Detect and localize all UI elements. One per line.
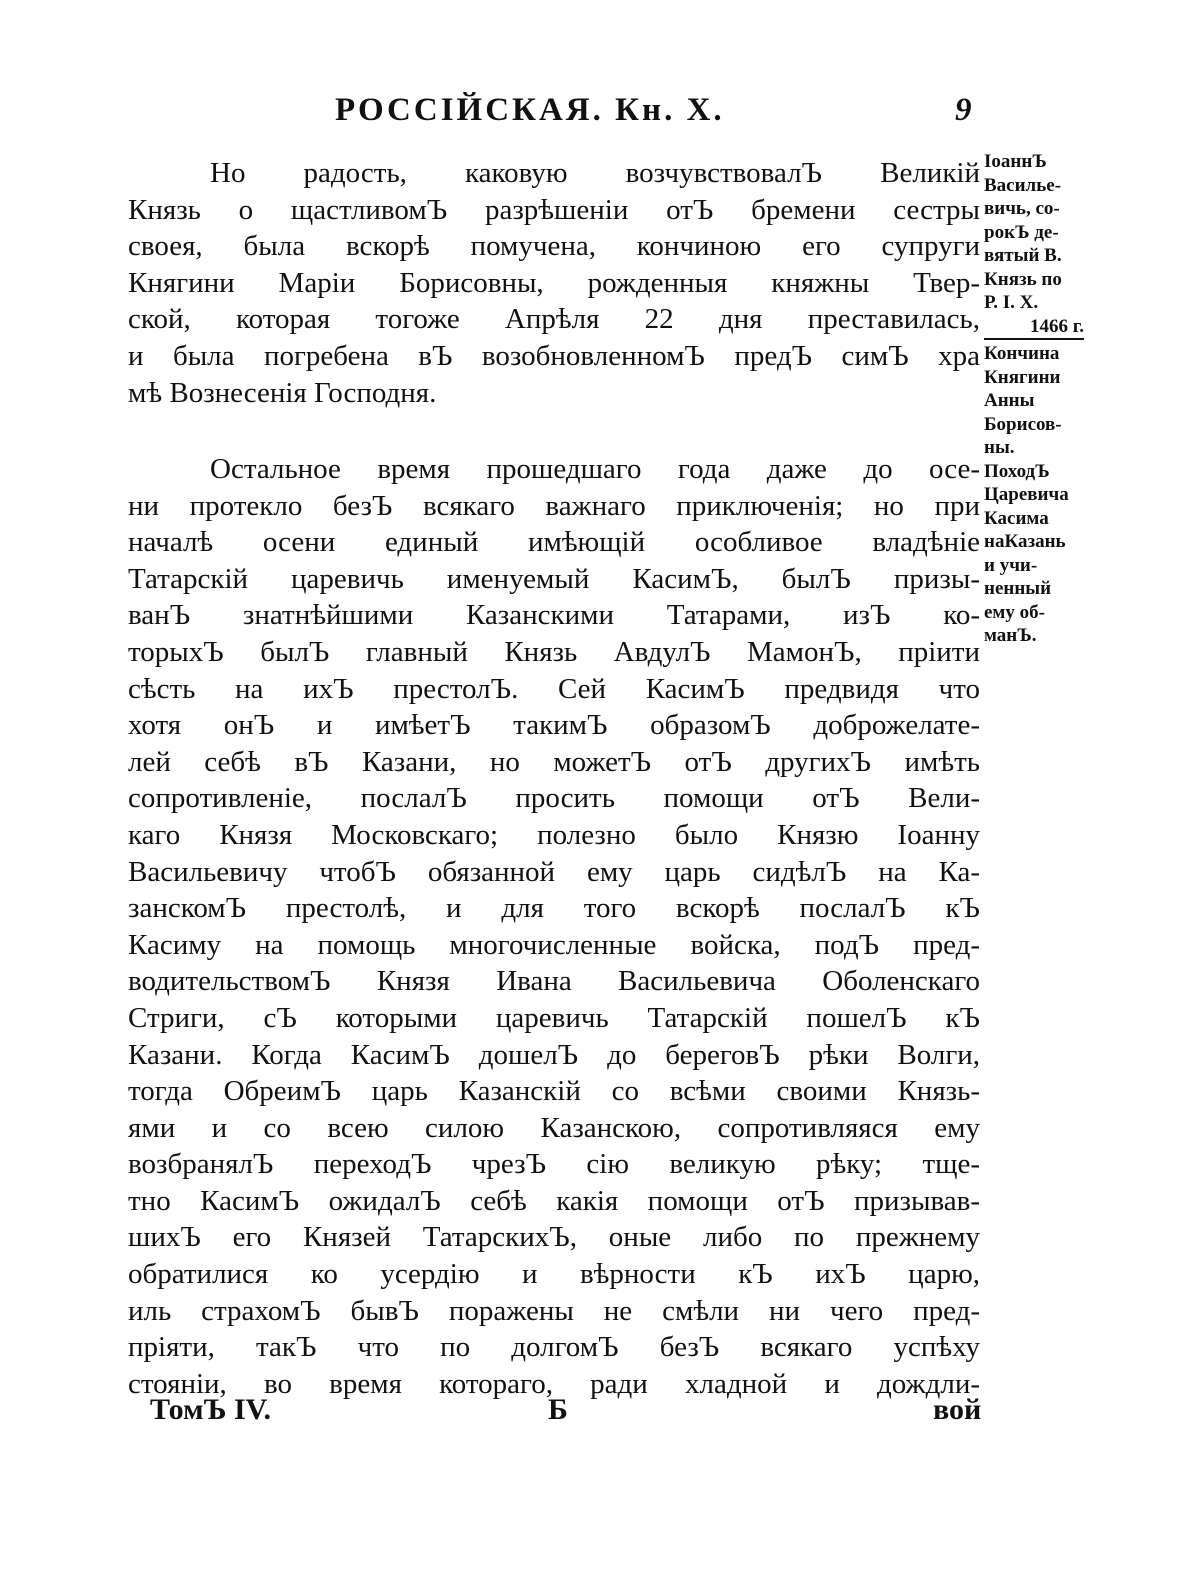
margin-line: вичь, со- <box>984 198 1060 219</box>
margin-line: наКазань <box>984 531 1066 552</box>
margin-line: Княгини <box>984 366 1061 388</box>
text-line: ями и со всею силою Казанскою, сопротивляяся ему <box>128 1111 980 1144</box>
volume-label: ТомЪ IV. <box>150 1393 271 1426</box>
text-line: сѣсть на ихЪ престолЪ. Сей КасимЪ предвидя что <box>128 672 980 705</box>
text-line: Васильевичу чтобЪ обязанной ему царь сидѣлЪ на Ка- <box>128 855 980 888</box>
text-line: мѣ Вознесенія Господня. <box>128 376 437 409</box>
margin-line: ПоходЪ <box>984 460 1050 482</box>
margin-note-ioann <box>984 150 1084 340</box>
margin-notes <box>984 150 1084 648</box>
margin-line: и учи- <box>984 554 1038 576</box>
margin-line: Царевича <box>984 484 1069 505</box>
text-line: Татарскій царевичь именуемый КасимЪ, былЪ призы- <box>128 562 980 595</box>
text-line: торыхЪ былЪ главный Князь АвдулЪ МамонЪ, пріити <box>128 635 980 668</box>
text-line: хотя онЪ и имѣетЪ такимЪ образомЪ доброжелате- <box>128 709 980 742</box>
margin-line: Борисов- <box>984 413 1062 435</box>
margin-line: ІоаннЪ <box>984 151 1047 172</box>
page-number: 9 <box>955 92 972 128</box>
text-line: началѣ осени единый имѣющій особливое владѣніе <box>128 526 980 559</box>
margin-line: манЪ. <box>984 625 1037 646</box>
text-line: занскомЪ престолѣ, и для того вскорѣ послалЪ кЪ <box>128 892 980 925</box>
margin-line: Р. I. X. <box>984 292 1039 313</box>
margin-line: ненный <box>984 578 1052 599</box>
margin-note-death-princess <box>984 342 1084 460</box>
paragraph-1 <box>128 155 980 411</box>
margin-line: Василье- <box>984 174 1062 196</box>
text-line: и была погребена вЪ возобновленномЪ предЪ симЪ хра <box>128 339 980 372</box>
text-line: возбранялЪ переходЪ чрезЪ сію великую рѣку; тще- <box>128 1148 980 1181</box>
text-line: обратилися ко усердію и вѣрности кЪ ихЪ царю, <box>128 1258 980 1291</box>
margin-line: Анны <box>984 390 1035 411</box>
margin-line: ны. <box>984 437 1015 458</box>
text-line: сопротивленіе, послалЪ просить помощи отЪ Вели- <box>128 782 980 815</box>
text-line: Княгини Маріи Борисовны, рожденныя княжны Твер- <box>128 266 980 299</box>
text-line: иль страхомЪ бывЪ поражены не смѣли ни чего пред- <box>128 1294 980 1327</box>
text-line: Стриги, сЪ которыми царевичь Татарскій пошелЪ кЪ <box>128 1001 980 1034</box>
margin-line: ему об- <box>984 601 1045 623</box>
signature-mark: Б <box>548 1393 568 1426</box>
text-line: тно КасимЪ ожидалЪ себѣ какія помощи отЪ призывав- <box>128 1184 980 1217</box>
text-line: шихЪ его Князей ТатарскихЪ, оные либо по прежнему <box>128 1221 980 1254</box>
page-header <box>0 92 1191 142</box>
text-line: водительствомЪ Князя Ивана Васильевича Оболенскаго <box>128 965 980 998</box>
text-line: Князь о щастливомЪ разрѣшеніи отЪ бремени сестры <box>128 193 980 226</box>
running-title: РОССІЙСКАЯ. Кн. X. <box>335 92 725 128</box>
text-line: Казани. Когда КасимЪ дошелЪ до береговЪ рѣки Волги, <box>128 1038 980 1071</box>
margin-line: вятый В. <box>984 245 1062 266</box>
text-line: Касиму на помощь многочисленные войска, подЪ пред- <box>128 928 980 961</box>
page-footer <box>0 1393 1191 1437</box>
margin-line: Касима <box>984 507 1049 529</box>
margin-note-campaign <box>984 460 1084 648</box>
text-line: пріяти, такЪ что по долгомЪ безЪ всякаго успѣху <box>128 1331 980 1364</box>
text-line: стояніи, во время котораго, ради хладной и дождли- <box>128 1367 980 1400</box>
text-line: лей себѣ вЪ Казани, но можетЪ отЪ другихЪ имѣть <box>128 745 980 778</box>
text-line: своея, была вскорѣ помучена, кончиною его супруги <box>128 230 980 263</box>
text-line: Остальное время прошедшаго года даже до осе- <box>210 453 980 485</box>
text-line: ской, которая тогоже Апрѣля 22 дня преставилась, <box>128 303 980 336</box>
margin-line: Кончина <box>984 343 1060 364</box>
text-line: каго Князя Московскаго; полезно было Князю Іоанну <box>128 818 980 851</box>
margin-line: Князь по <box>984 268 1062 290</box>
margin-line: рокЪ де- <box>984 221 1059 243</box>
text-line: тогда ОбреимЪ царь Казанскій со всѣми своими Князь- <box>128 1075 980 1108</box>
margin-line: 1466 г. <box>984 315 1084 341</box>
paragraph-2 <box>128 451 980 1402</box>
text-line: ни протекло безЪ всякаго важнаго приключенія; но при <box>128 489 980 522</box>
text-line: ванЪ знатнѣйшими Казанскими Татарами, изЪ ко- <box>128 599 980 632</box>
text-line: Но радость, каковую возчувствовалЪ Великій <box>210 157 980 189</box>
catchword: вой <box>933 1393 982 1426</box>
